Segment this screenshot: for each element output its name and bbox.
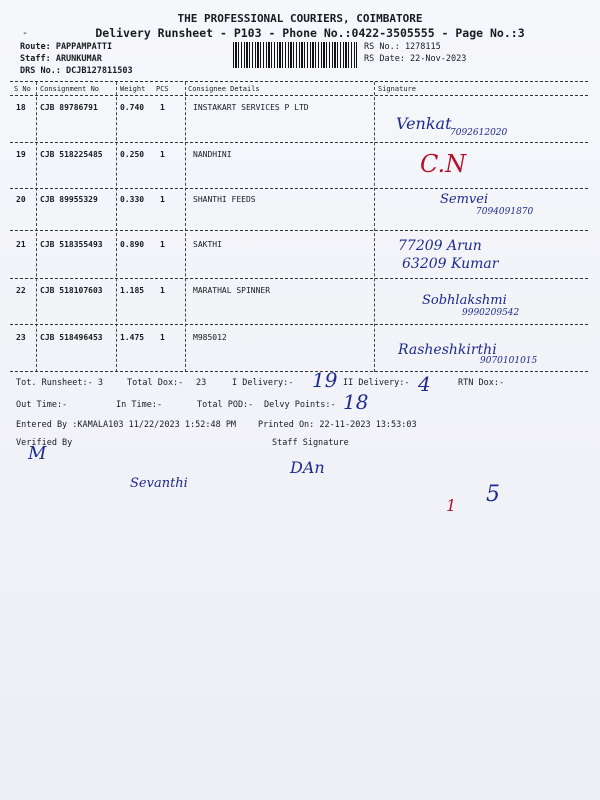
row-rule [10,188,588,189]
ii-delivery-handwritten: 4 [418,372,431,396]
row-signature: 77209 Arun [398,238,482,254]
row-consignment: CJB 518496453 [40,333,103,342]
row-rule [10,278,588,279]
row-pcs: 1 [160,103,165,112]
col-pcs: PCS [156,85,169,93]
row-signature-phone: 9070101015 [480,356,538,366]
row-sno: 22 [16,286,26,295]
row-consignment: CJB 518225485 [40,150,103,159]
route-label: Route: PAPPAMPATTI [20,42,113,52]
tot-runsheet: Tot. Runsheet:- 3 [16,378,103,388]
total-pod-label: Total POD:- [197,400,254,410]
staff-signature: DAn [290,458,325,477]
barcode [233,42,357,68]
out-time-label: Out Time:- [16,400,68,410]
row-consignment: CJB 89955329 [40,195,98,204]
verified-signature: M [28,443,47,464]
row-consignee: INSTAKART SERVICES P LTD [193,103,309,112]
row-consignment: CJB 89786791 [40,103,98,112]
in-time-label: In Time:- [116,400,163,410]
row-pcs: 1 [160,333,165,342]
row-weight: 0.890 [120,240,145,249]
row-weight: 0.330 [120,195,145,204]
company-title: THE PROFESSIONAL COURIERS, COIMBATORE [177,12,423,25]
row-weight: 0.250 [120,150,145,159]
row-signature: Venkat [396,114,452,133]
rs-date: RS Date: 22-Nov-2023 [364,54,467,64]
entered-by: Entered By :KAMALA103 11/22/2023 1:52:48 PM [16,420,237,430]
delvy-points-handwritten: 18 [343,390,369,414]
i-delivery-handwritten: 19 [312,368,338,392]
row-signature: Rasheshkirthi [398,342,497,358]
row-pcs: 1 [160,195,165,204]
header-top-rule [10,81,588,82]
row-rule [10,324,588,325]
col-divider [185,82,186,372]
row-weight: 1.475 [120,333,145,342]
col-divider [374,82,375,372]
col-consignee: Consignee Details [188,85,260,93]
row-rule [10,142,588,143]
row-consignment: CJB 518355493 [40,240,103,249]
col-consignment: Consignment No [40,85,100,93]
table-bottom-rule [10,371,588,372]
row-pcs: 1 [160,240,165,249]
col-divider [36,82,37,372]
total-dox-label: Total Dox:- [127,378,184,388]
col-divider [116,82,117,372]
row-pcs: 1 [160,150,165,159]
row-signature: C.N [420,150,467,178]
row-signature-phone: 9990209542 [462,308,520,318]
row-pcs: 1 [160,286,165,295]
row-consignee: SAKTHI [193,240,222,249]
row-rule [10,230,588,231]
row-sno: 20 [16,195,26,204]
verified-by-label: Verified By [16,438,73,448]
staff-signature-label: Staff Signature [272,438,349,448]
row-signature: Sobhlakshmi [422,293,507,308]
row-weight: 0.740 [120,103,145,112]
row-sno: 21 [16,240,26,249]
row-signature: Semvei [440,192,489,207]
drs-label: DRS No.: DCJB127811503 [20,66,133,76]
row-sno: 23 [16,333,26,342]
row-consignment: CJB 518107603 [40,286,103,295]
row-consignee: M985012 [193,333,227,342]
margin-note: 1 [446,496,457,515]
header-bottom-rule [10,95,588,96]
verified-name-signature: Sevanthi [130,476,188,491]
header-mark: - [22,28,29,39]
row-consignee: MARATHAL SPINNER [193,286,271,295]
col-sno: S No [14,85,31,93]
row-sno: 19 [16,150,26,159]
row-signature-phone: 7094091870 [476,207,534,217]
staff-label: Staff: ARUNKUMAR [20,54,102,64]
row-weight: 1.185 [120,286,145,295]
row-signature-second-line: 63209 Kumar [402,256,499,272]
delvy-points-label: Delvy Points:- [264,400,336,410]
row-consignee: NANDHINI [193,150,232,159]
row-consignee: SHANTHI FEEDS [193,195,256,204]
i-delivery-label: I Delivery:- [232,378,294,388]
row-signature-phone: 7092612020 [450,128,508,138]
ii-delivery-label: II Delivery:- [343,378,410,388]
rs-number: RS No.: 1278115 [364,42,441,52]
margin-note: 5 [486,482,500,507]
col-signature: Signature [378,85,416,93]
total-dox-value: 23 [196,378,207,388]
runsheet-subtitle: Delivery Runsheet - P103 - Phone No.:0422-3505555 - Page No.:3 [95,26,525,40]
printed-on: Printed On: 22-11-2023 13:53:03 [258,420,417,430]
col-weight: Weight [120,85,146,93]
rtn-dox-label: RTN Dox:- [458,378,505,388]
row-sno: 18 [16,103,26,112]
